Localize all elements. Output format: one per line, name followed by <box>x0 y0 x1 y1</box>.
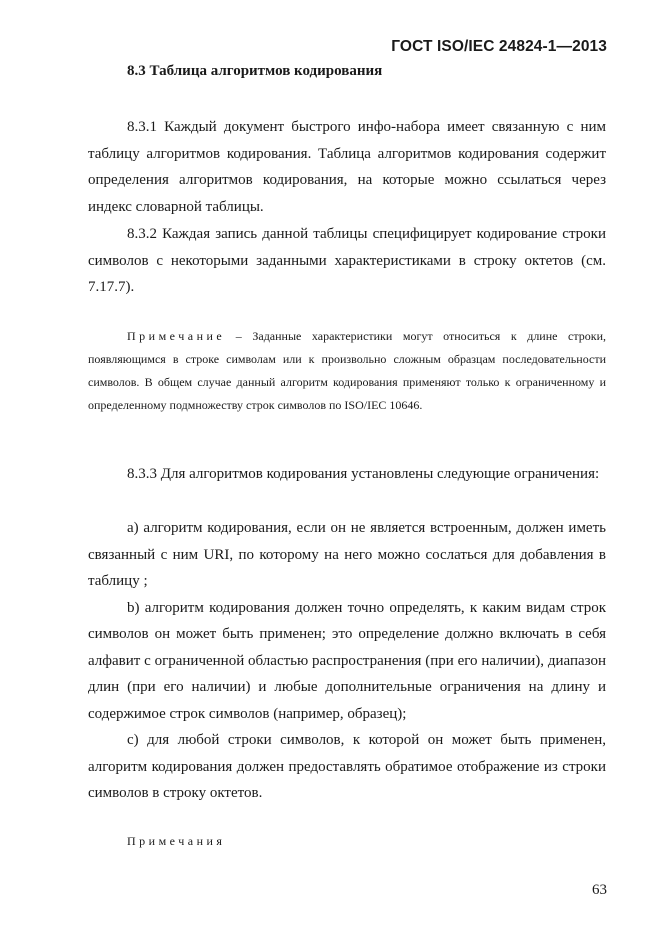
paragraph-text: 8.3.1 Каждый документ быстрого инфо-набора имеет связанную с ним таблицу алгоритмов кодирования. Таблица алгоритмов кодирования содержит определения алгоритмов кодирования, на которые можно ссылаться через индекс словарной таблицы. <box>88 119 606 215</box>
note-text: – Заданные характеристики могут относиться к длине строки, появляющимся в строке символам или к произвольно сложным образцам последовательности символов. В общем случае данный алгоритм кодирования применяют только к ограниченному и определенному подмножеству строк символов по ISO/IEC 10646. <box>88 329 606 412</box>
restrictions-list <box>88 515 606 807</box>
list-item: a) алгоритм кодирования, если он не является встроенным, должен иметь связанный с ним URI, по которому на него можно сослаться для добавления в таблицу ; <box>88 520 606 589</box>
list-item: c) для любой строки символов, к которой он может быть применен, алгоритм кодирования должен предоставлять обратимое отображение из строки символов в строку октетов. <box>88 732 606 801</box>
document-header: ГОСТ ISO/IEC 24824-1—2013 <box>391 38 607 55</box>
paragraph-text: 8.3.2 Каждая запись данной таблицы специфицирует кодирование строки символов с некоторыми заданными характеристиками в строку октетов (см. 7.17.7). <box>88 226 606 295</box>
paragraph-8-3-2 <box>88 221 606 301</box>
paragraph-8-3-3 <box>88 461 606 488</box>
paragraph-8-3-1 <box>88 114 606 220</box>
note-block <box>88 325 606 417</box>
note-label: Примечание <box>127 329 226 343</box>
paragraph-text: 8.3.3 Для алгоритмов кодирования установлены следующие ограничения: <box>127 466 600 482</box>
page-number: 63 <box>592 882 607 898</box>
list-item: b) алгоритм кодирования должен точно определять, к каким видам строк символов он может быть применен; это определение должно включать в себя алфавит с ограниченной областью распространения (при его наличии), диапазон длин (при его наличии) и любые дополнительные ограничения на длину и содержимое строк символов (например, образец); <box>88 599 606 722</box>
notes-heading: Примечания <box>127 834 226 848</box>
section-title: 8.3 Таблица алгоритмов кодирования <box>127 63 383 79</box>
